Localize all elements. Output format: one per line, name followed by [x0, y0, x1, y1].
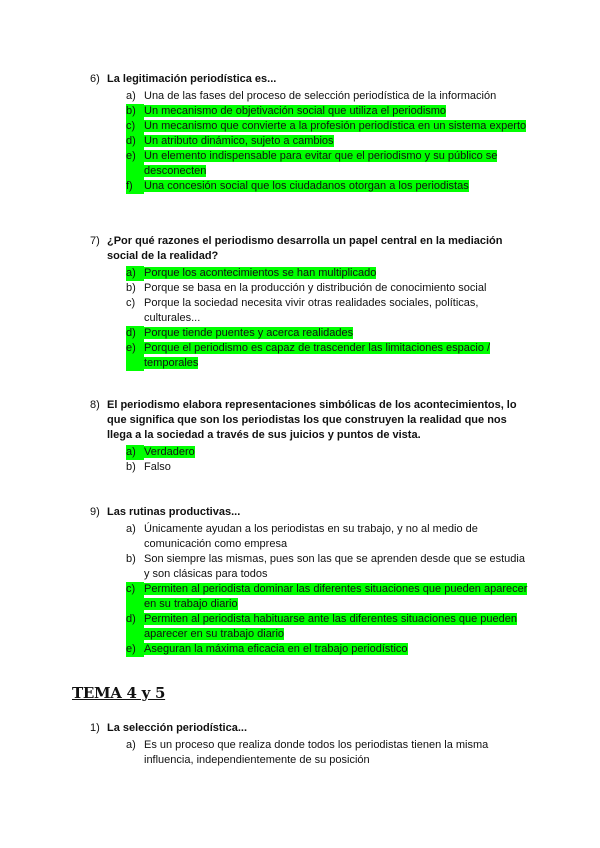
option-a: a) Verdadero	[126, 446, 195, 458]
question-8	[90, 398, 530, 475]
option-d: d) Permiten al periodista habituarse ante las diferentes situaciones que pueden aparecer en su trabajo diario	[126, 613, 518, 640]
option-d: d) Porque tiende puentes y acerca realidades	[126, 327, 354, 339]
option-a: a) Una de las fases del proceso de selección periodística de la información	[126, 90, 497, 102]
option-b: b) Un mecanismo de objetivación social que utiliza el periodismo	[126, 105, 447, 117]
option-e: e) Porque el periodismo es capaz de trascender las limitaciones espacio / temporales	[126, 342, 491, 369]
question-text: El periodismo elabora representaciones simbólicas de los acontecimientos, lo que significa que son los periodistas los que construyen la realidad que nos llega a la sociedad a través de sus juicios y puntos de vista.	[107, 399, 517, 441]
option-e: e) Aseguran la máxima eficacia en el trabajo periodístico	[126, 643, 408, 655]
option-e: e) Un elemento indispensable para evitar que el periodismo y su público se desconecten	[126, 150, 498, 177]
option-f: f) Una concesión social que los ciudadanos otorgan a los periodistas	[126, 180, 469, 192]
section-heading: TEMA 4 y 5	[72, 684, 166, 702]
option-c: c) Porque la sociedad necesita vivir otras realidades sociales, políticas, culturales...	[126, 297, 479, 324]
question-text: Las rutinas productivas...	[107, 506, 241, 518]
option-b: b) Falso	[126, 461, 171, 473]
option-c: c) Un mecanismo que convierte a la profesión periodística en un sistema experto	[126, 120, 527, 132]
question-1	[90, 721, 530, 768]
question-number: 6)	[90, 73, 100, 85]
option-d: d) Un atributo dinámico, sujeto a cambios	[126, 135, 334, 147]
question-number: 7)	[90, 235, 100, 247]
option-a: a) Es un proceso que realiza donde todos los periodistas tienen la misma influencia, independientemente de su posición	[126, 739, 489, 766]
question-number: 9)	[90, 506, 100, 518]
question-text: ¿Por qué razones el periodismo desarrolla un papel central en la mediación social de la realidad?	[107, 235, 503, 262]
question-text: La selección periodística...	[107, 722, 247, 734]
option-b: b) Son siempre las mismas, pues son las que se aprenden desde que se estudia y son clásicas para todos	[126, 553, 525, 580]
option-c: c) Permiten al periodista dominar las diferentes situaciones que pueden aparecer en su trabajo diario	[126, 583, 528, 610]
option-a: a) Porque los acontecimientos se han multiplicado	[126, 267, 377, 279]
option-a: a) Únicamente ayudan a los periodistas en su trabajo, y no al medio de comunicación como empresa	[126, 523, 478, 550]
question-text: La legitimación periodística es...	[107, 73, 277, 85]
question-number: 1)	[90, 722, 100, 734]
option-b: b) Porque se basa en la producción y distribución de conocimiento social	[126, 282, 487, 294]
question-number: 8)	[90, 399, 100, 411]
question-6	[90, 72, 530, 194]
question-7	[90, 234, 530, 371]
question-9	[90, 505, 530, 657]
